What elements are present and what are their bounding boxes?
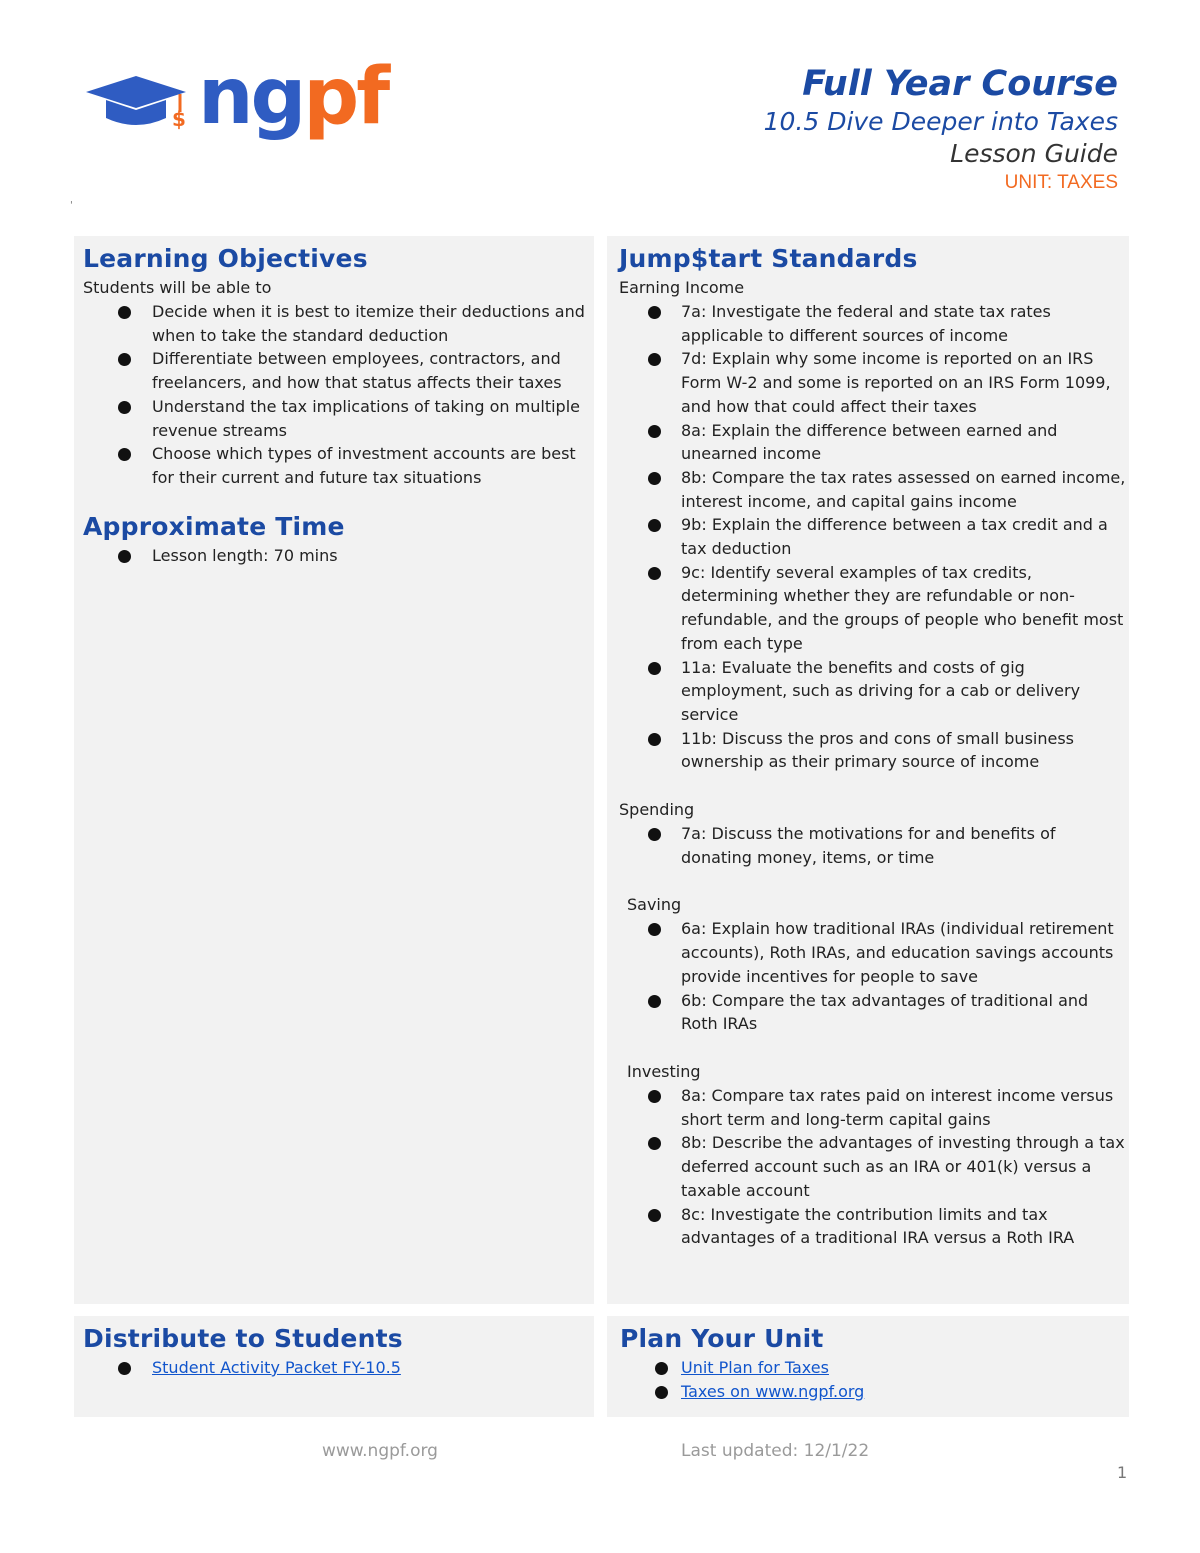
list-item: Differentiate between employees, contractors, and freelancers, and how that status affects their taxes [83,347,594,394]
course-title: Full Year Course [802,64,1118,104]
earning-list [619,300,1129,774]
list-item: Choose which types of investment accounts are best for their current and future tax situations [83,442,594,489]
document-header [764,62,1118,196]
list-item: 7d: Explain why some income is reported on an IRS Form W-2 and some is reported on an IRS Form 1099, and how that could affect their taxes [619,347,1129,418]
plan-panel [607,1316,1129,1417]
list-item: 9b: Explain the difference between a tax credit and a tax deduction [619,513,1129,560]
ngpf-logo[interactable] [84,52,388,146]
section-title-plan: Plan Your Unit [620,1324,824,1353]
plan-list [620,1356,1129,1403]
unit-plan-link[interactable]: Unit Plan for Taxes [681,1358,829,1377]
list-item: 9c: Identify several examples of tax credits, determining whether they are refundable or non-refundable, and the groups of people who benefit most from each type [619,561,1129,656]
list-item: 7a: Discuss the motivations for and benefits of donating money, items, or time [619,822,1129,869]
svg-text:$: $ [172,107,186,131]
list-item: 6b: Compare the tax advantages of traditional and Roth IRAs [627,989,1129,1036]
footer-site: www.ngpf.org [322,1441,438,1461]
divider-mark: ' [70,200,73,211]
list-item: 8b: Compare the tax rates assessed on earned income, interest income, and capital gains income [619,466,1129,513]
footer-updated: Last updated: 12/1/22 [681,1441,870,1461]
section-title-objectives: Learning Objectives [83,244,368,273]
objectives-intro: Students will be able to [83,278,272,297]
list-item: Understand the tax implications of taking on multiple revenue streams [83,395,594,442]
lesson-title: 10.5 Dive Deeper into Taxes [763,107,1118,136]
logo-wordmark: ngpf [198,52,388,142]
list-item: 8b: Describe the advantages of investing through a tax deferred account such as an IRA or 401(k) versus a taxable account [627,1131,1129,1202]
list-item: Lesson length: 70 mins [83,544,594,568]
standards-category: Spending [619,800,695,820]
student-activity-packet-link[interactable]: Student Activity Packet FY-10.5 [152,1358,401,1377]
list-item [620,1380,1129,1404]
list-item: 11a: Evaluate the benefits and costs of gig employment, such as driving for a cab or delivery service [619,656,1129,727]
list-item: 11b: Discuss the pros and cons of small business ownership as their primary source of income [619,727,1129,774]
section-title-standards: Jump$tart Standards [619,244,918,273]
list-item: 6a: Explain how traditional IRAs (individual retirement accounts), Roth IRAs, and education savings accounts provide incentives for people to save [627,917,1129,988]
list-item [620,1356,1129,1380]
guide-title: Lesson Guide [950,139,1118,168]
objectives-panel [74,236,594,1304]
standards-category: Earning Income [619,278,745,297]
saving-list [627,917,1129,1036]
standards-category: Saving [627,895,682,915]
list-item [83,1356,594,1380]
list-item: 8a: Explain the difference between earned and unearned income [619,419,1129,466]
graduation-cap-icon [84,72,194,138]
taxes-site-link[interactable]: Taxes on www.ngpf.org [681,1381,865,1401]
spending-list [619,822,1129,869]
list-item: 7a: Investigate the federal and state tax rates applicable to different sources of income [619,300,1129,347]
list-item: 8c: Investigate the contribution limits and tax advantages of a traditional IRA versus a Roth IRA [627,1203,1129,1250]
investing-list [627,1084,1129,1250]
distribute-list [83,1356,594,1380]
unit-label: UNIT: TAXES [1004,172,1118,193]
list-item: 8a: Compare tax rates paid on interest income versus short term and long-term capital gains [627,1084,1129,1131]
section-title-time: Approximate Time [83,511,345,541]
section-title-distribute: Distribute to Students [83,1324,403,1353]
standards-category: Investing [627,1061,701,1081]
page-number: 1 [1117,1463,1128,1482]
standards-panel [607,236,1129,1304]
time-list [83,544,594,568]
list-item: Decide when it is best to itemize their deductions and when to take the standard deduction [83,300,594,347]
distribute-panel [74,1316,594,1417]
objectives-list [83,300,594,490]
